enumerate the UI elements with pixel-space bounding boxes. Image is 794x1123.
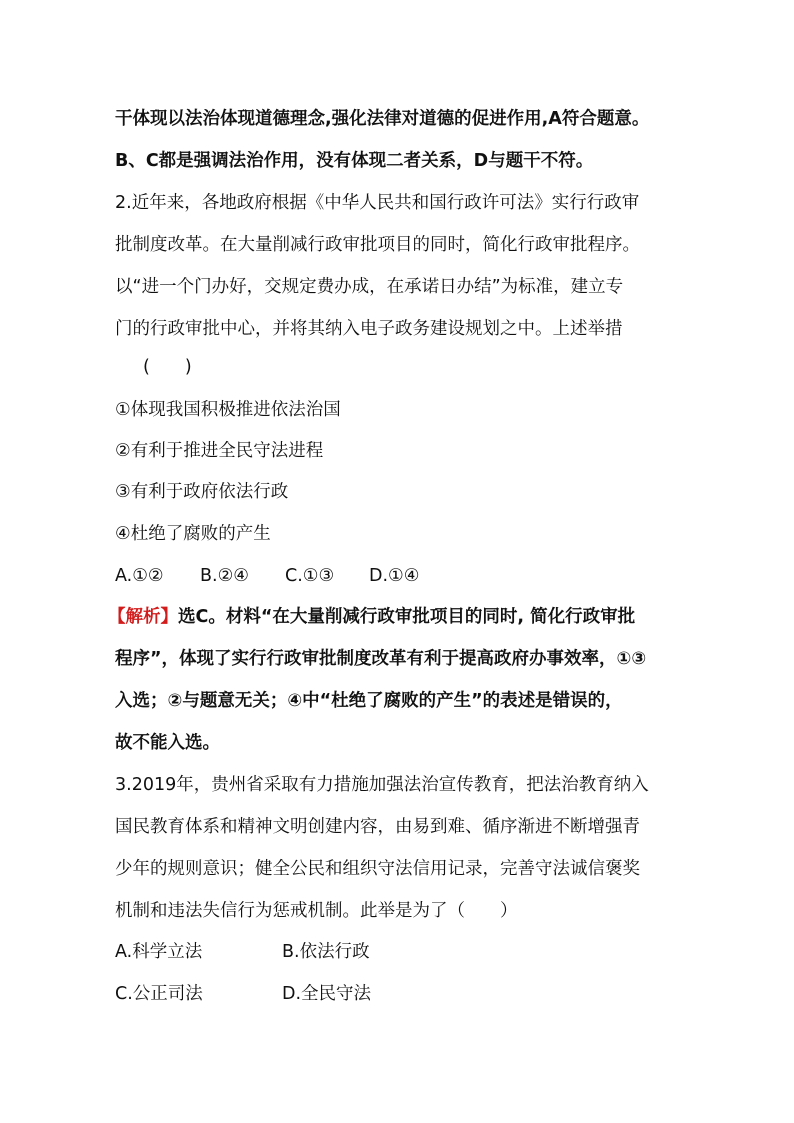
question-stem-line: 以“进一个门办好，交规定费办成，在承诺日办结”为标准，建立专 — [115, 277, 624, 297]
analysis-tag: 【解析】 — [108, 607, 178, 627]
option-b: B.依法行政 — [282, 942, 370, 962]
question-stem-line: 门的行政审批中心，并将其纳入电子政务建设规划之中。上述举措 — [115, 319, 623, 339]
question-stem-line: 批制度改革。在大量削减行政审批项目的同时，简化行政审批程序。 — [115, 235, 640, 255]
analysis-text: 选C。材料“在大量削减行政审批项目的同时, 简化行政审批 — [178, 607, 636, 627]
statement-item: ①体现我国积极推进依法治国 — [115, 400, 341, 420]
options-row — [115, 940, 715, 964]
question-stem-line: 机制和违法失信行为惩戒机制。此举是为了（ ） — [115, 901, 518, 921]
question-stem-line: 少年的规则意识；健全公民和组织守法信用记录，完善守法诚信褒奖 — [115, 859, 640, 879]
analysis-line: 入选；②与题意无关；④中“杜绝了腐败的产生”的表述是错误的， — [115, 691, 623, 711]
analysis-line: 干体现以法治体现道德理念,强化法律对道德的促进作用,A符合题意。 — [115, 109, 650, 129]
options-row — [115, 564, 715, 588]
analysis-line: 故不能入选。 — [115, 733, 220, 753]
statement-item: ③有利于政府依法行政 — [115, 482, 289, 502]
question-stem-line: 2.近年来，各地政府根据《中华人民共和国行政许可法》实行行政审 — [115, 193, 640, 213]
option-a: A.科学立法 — [115, 942, 203, 962]
analysis-line: 程序”，体现了实行行政审批制度改革有利于提高政府办事效率，①③ — [115, 649, 647, 669]
analysis-line — [108, 605, 708, 629]
question-stem-line: 3.2019年，贵州省采取有力措施加强法治宣传教育，把法治教育纳入 — [115, 775, 649, 795]
option-d: D.①④ — [369, 566, 420, 586]
analysis-line: B、C都是强调法治作用，没有体现二者关系，D与题干不符。 — [115, 151, 594, 171]
option-c: C.①③ — [285, 566, 335, 586]
options-row — [115, 982, 715, 1006]
answer-blank: ( ) — [143, 357, 192, 377]
option-c: C.公正司法 — [115, 984, 203, 1004]
option-a: A.①② — [115, 566, 164, 586]
option-b: B.②④ — [200, 566, 249, 586]
option-d: D.全民守法 — [282, 984, 372, 1004]
question-stem-line: 国民教育体系和精神文明创建内容，由易到难、循序渐进不断增强青 — [115, 817, 640, 837]
statement-item: ②有利于推进全民守法进程 — [115, 441, 324, 461]
statement-item: ④杜绝了腐败的产生 — [115, 524, 271, 544]
